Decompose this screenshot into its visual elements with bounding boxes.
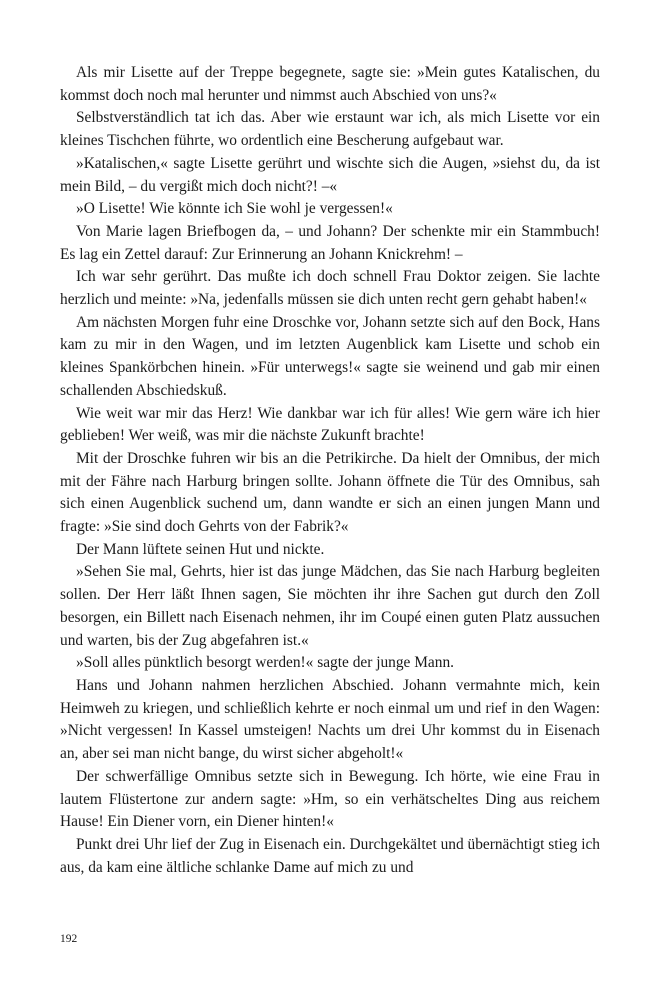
- paragraph: »Katalischen,« sagte Lisette gerührt und wischte sich die Augen, »siehst du, da ist mein Bild, – du vergißt mich doch nicht?! –«: [60, 154, 600, 195]
- paragraph: Der schwerfällige Omnibus setzte sich in Bewegung. Ich hörte, wie eine Frau in lautem Flüstertone zur andern sagte: »Hm, so ein verhätscheltes Ding aus reichem Hause! Ein Diener vorn, ein Diener hinten!«: [60, 767, 600, 831]
- paragraph: Der Mann lüftete seinen Hut und nickte.: [76, 540, 325, 558]
- paragraph: Wie weit war mir das Herz! Wie dankbar war ich für alles! Wie gern wäre ich hier geblieben! Wer weiß, was mir die nächste Zukunft brachte!: [60, 404, 600, 445]
- paragraph: Selbstverständlich tat ich das. Aber wie erstaunt war ich, als mich Lisette vor ein kleines Tischchen führte, wo ordentlich eine Bescherung aufgebaut war.: [60, 109, 600, 150]
- paragraph: Hans und Johann nahmen herzlichen Abschied. Johann vermahnte mich, kein Heimweh zu kriegen, und schließlich kehrte er noch einmal um und rief in den Wagen: »Nicht vergessen! In Kassel umsteigen! Nachts um drei Uhr kommst du in Eisenach an, aber sei man nicht bange, du wirst sicher abgeholt!«: [60, 676, 600, 763]
- paragraph: Punkt drei Uhr lief der Zug in Eisenach ein. Durchgekältet und übernächtigt stieg ich aus, da kam eine ältliche schlanke Dame auf mich zu und: [60, 835, 600, 876]
- paragraph: »Soll alles pünktlich besorgt werden!« sagte der junge Mann.: [76, 654, 454, 672]
- page-number: 192: [60, 933, 78, 945]
- paragraph: Von Marie lagen Briefbogen da, – und Johann? Der schenkte mir ein Stammbuch! Es lag ein Zettel darauf: Zur Erinnerung an Johann Knickrehm! –: [60, 222, 600, 263]
- paragraph: Mit der Droschke fuhren wir bis an die Petrikirche. Da hielt der Omnibus, der mich mit der Fähre nach Harburg bringen sollte. Johann öffnete die Tür des Omnibus, sah sich einen Augenblick suchend um, dann wandte er sich an einen jungen Mann und fragte: »Sie sind doch Gehrts von der Fabrik?«: [60, 449, 600, 536]
- paragraph: »O Lisette! Wie könnte ich Sie wohl je vergessen!«: [76, 200, 393, 218]
- paragraph: Am nächsten Morgen fuhr eine Droschke vor, Johann setzte sich auf den Bock, Hans kam zu mir in den Wagen, und im letzten Augenblick kam Lisette und schob ein kleines Spankörbchen hinein. »Für unterwegs!« sagte sie weinend und gab mir einen schallenden Abschiedskuß.: [60, 313, 600, 399]
- paragraph: Ich war sehr gerührt. Das mußte ich doch schnell Frau Doktor zeigen. Sie lachte herzlich und meinte: »Na, jedenfalls müssen sie dich unten recht gern gehabt haben!«: [60, 268, 600, 309]
- body-text: [60, 62, 600, 879]
- paragraph: Als mir Lisette auf der Treppe begegnete, sagte sie: »Mein gutes Katalischen, du kommst doch noch mal herunter und nimmst auch Abschied von uns?«: [60, 64, 600, 104]
- paragraph: »Sehen Sie mal, Gehrts, hier ist das junge Mädchen, das Sie nach Harburg begleiten sollen. Der Herr läßt Ihnen sagen, Sie möchten ihr ihre Sachen gut durch den Zoll besorgen, ein Billett nach Eisenach nehmen, ihr im Coupé einen guten Platz aussuchen und warten, bis der Zug abgefahren ist.«: [60, 563, 600, 649]
